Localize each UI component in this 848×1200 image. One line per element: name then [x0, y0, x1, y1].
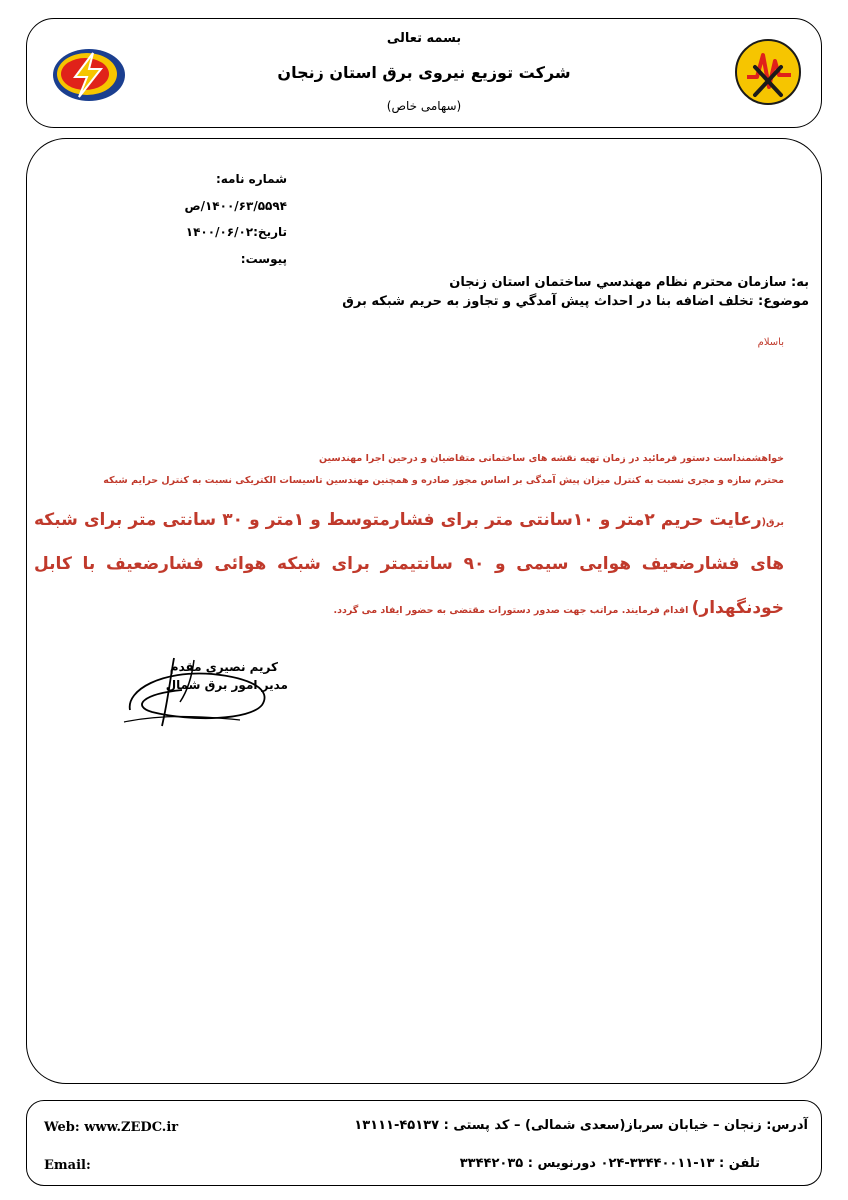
- subject-line: موضوع: تخلف اضافه بنا در احداث پیش آمدگي و تجاوز به حريم شبكه برق: [342, 294, 809, 309]
- address-text: آدرس: زنجان – خیابان سرباز(سعدی شمالی) – کد پستی : ۴۵۱۳۷-۱۳۱۱۱: [354, 1118, 808, 1133]
- letter-date: تاریخ:۱۴۰۰/۰۶/۰۲: [185, 225, 287, 239]
- handwritten-signature-icon: [122, 650, 282, 730]
- letter-number-label: شماره نامه:: [215, 172, 287, 186]
- paragraph-3-suffix: اقدام فرمایند. مراتب جهت صدور دستورات مقتضی به حضور ایفاد می گردد.: [333, 605, 692, 616]
- electricity-emblem-icon: [733, 37, 803, 107]
- phone-fax-text: تلفن : ۱۳-۳۳۴۴۰۰۱۱-۰۲۴ دورنویس : ۳۳۴۴۲۰۳۵: [459, 1156, 760, 1171]
- letter-body-text: [34, 452, 784, 630]
- email-label: Email:: [44, 1158, 91, 1173]
- company-name: شرکت توزیع نیروی برق استان زنجان: [277, 63, 571, 82]
- attachment-label: پیوست:: [240, 252, 287, 266]
- letter-footer: [26, 1100, 822, 1186]
- paragraph-3-prefix: برق(: [761, 517, 784, 528]
- company-type: (سهامی خاص): [386, 99, 462, 113]
- signer-title: مدیر امور برق شمال: [165, 678, 288, 692]
- signer-name: کریم نصیري مقدم: [169, 660, 278, 674]
- letterhead: [26, 18, 822, 128]
- body-paragraph-3: [34, 498, 784, 630]
- body-paragraph-1: خواهشمنداست دستور فرمائید در زمان تهیه نقشه های ساختمانی متقاضیان و درحین اجرا مهندسین: [319, 453, 784, 464]
- greeting: باسلام: [757, 337, 784, 348]
- bismillah-heading: بسمه تعالی: [386, 31, 462, 46]
- body-paragraph-2: محترم سازه و مجری نسبت به کنترل میزان پیش آمدگی بر اساس مجوز صادره و همچنین مهندسین تاسیسات الکتریکی نسبت به کنترل حرایم شبکه: [103, 475, 784, 486]
- website-text: Web: www.ZEDC.ir: [44, 1120, 179, 1135]
- letter-number: ۱۴۰۰/۶۳/۵۵۹۴/ص: [184, 199, 287, 213]
- recipient-line: به: سازمان محترم نظام مهندسي ساختمان استان زنجان: [449, 275, 809, 290]
- clearance-requirements-emphasis: رعایت حریم ۲متر و ۱۰سانتی متر برای فشارمتوسط و ۱متر و ۳۰ سانتی متر برای شبکه های فشارضعیف هوایی سیمی و ۹۰ سانتیمتر برای شبکه هوائی فشارضعیف با کابل خودنگهدار): [34, 510, 784, 618]
